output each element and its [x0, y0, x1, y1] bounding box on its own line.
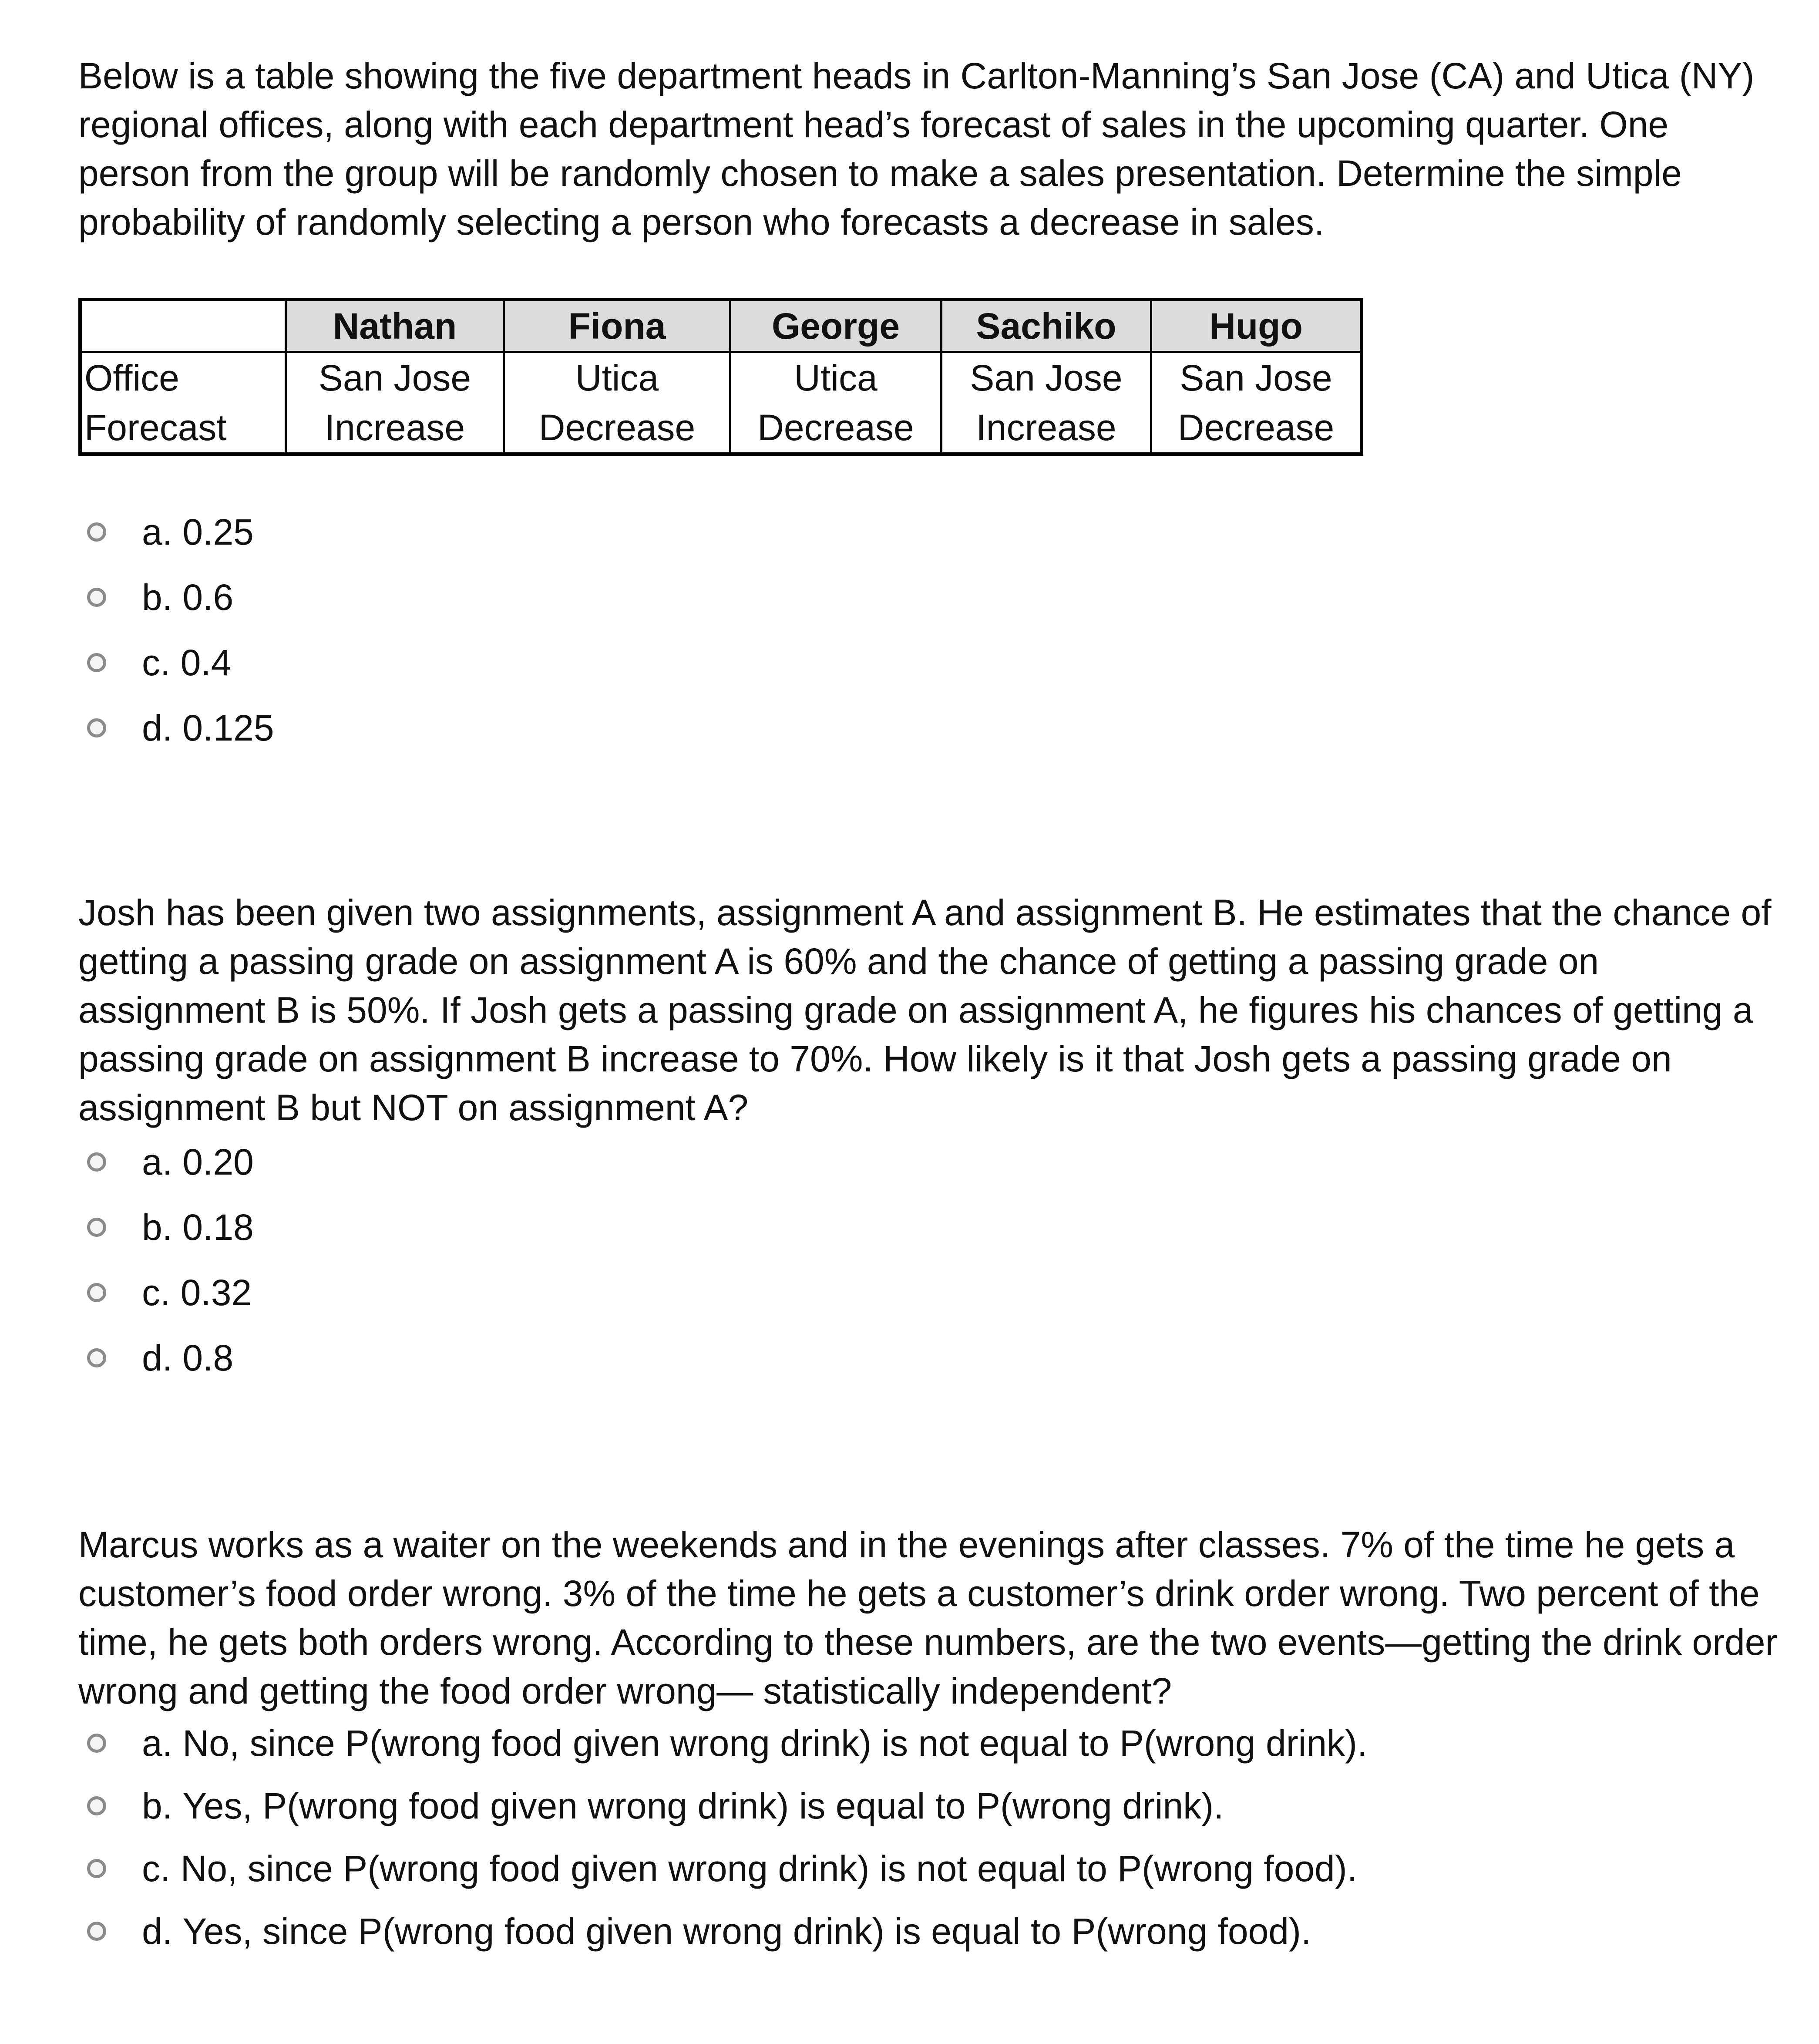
- header-nathan: Nathan: [286, 300, 504, 352]
- option-text: 0.20: [182, 1141, 254, 1182]
- radio-button[interactable]: [87, 1859, 106, 1878]
- option-text: 0.18: [182, 1206, 254, 1248]
- question-2-text: Josh has been given two assignments, assignment A and assignment B. He estimates that the chance of getting a passing grade on assignment A is 60% and the chance of getting a passing grade on assignment B is 50%. If Josh gets a passing grade on assignment A, he figures his chances of getting a passing grade on assignment B increase to 70%. How likely is it that Josh gets a passing grade on assignment B but NOT on assignment A?: [78, 892, 1772, 1128]
- header-hugo: Hugo: [1151, 300, 1362, 352]
- answer-option[interactable]: [78, 1195, 1785, 1260]
- radio-button[interactable]: [87, 1348, 106, 1367]
- answer-option[interactable]: [78, 630, 1785, 695]
- radio-button[interactable]: [87, 522, 106, 542]
- option-text: 0.32: [180, 1272, 252, 1313]
- answer-option[interactable]: [78, 695, 1785, 761]
- table-row-office: [80, 352, 1362, 403]
- table-cell: San Jose: [1151, 352, 1362, 403]
- table-cell: Decrease: [1151, 403, 1362, 454]
- option-letter: d.: [142, 1910, 173, 1952]
- option-text: No, since P(wrong food given wrong drink) is not equal to P(wrong drink).: [182, 1722, 1368, 1764]
- answer-option[interactable]: [78, 1775, 1785, 1837]
- radio-button[interactable]: [87, 1283, 106, 1302]
- question-3: [78, 1520, 1785, 1963]
- forecast-table: [78, 298, 1363, 456]
- question-1-text: Below is a table showing the five department heads in Carlton-Manning’s San Jose (CA) and Utica (NY) regional offices, along with each department head’s forecast of sales in the upcoming quarter. One person from the group will be randomly chosen to make a sales presentation. Determine the simple probability of randomly selecting a person who forecasts a decrease in sales.: [78, 55, 1755, 242]
- question-3-options: [78, 1712, 1785, 1963]
- radio-button[interactable]: [87, 1922, 106, 1941]
- table-cell: San Jose: [941, 352, 1151, 403]
- row-label-office: Office: [80, 352, 286, 403]
- answer-option[interactable]: [78, 499, 1785, 565]
- option-letter: d.: [142, 707, 173, 748]
- table-row-forecast: [80, 403, 1362, 454]
- answer-option[interactable]: [78, 1325, 1785, 1391]
- table-cell: Decrease: [504, 403, 730, 454]
- forecast-table-wrap: [78, 298, 1785, 456]
- radio-button[interactable]: [87, 1218, 106, 1237]
- answer-option[interactable]: [78, 1712, 1785, 1775]
- table-cell: Increase: [941, 403, 1151, 454]
- option-text: 0.125: [182, 707, 274, 748]
- option-text: 0.8: [182, 1337, 234, 1378]
- question-2-options: [78, 1129, 1785, 1391]
- option-letter: c.: [142, 642, 171, 683]
- option-text: Yes, since P(wrong food given wrong drink) is equal to P(wrong food).: [182, 1910, 1311, 1952]
- answer-option[interactable]: [78, 1129, 1785, 1195]
- option-text: 0.4: [180, 642, 232, 683]
- radio-button[interactable]: [87, 1796, 106, 1815]
- question-3-text: Marcus works as a waiter on the weekends and in the evenings after classes. 7% of the time he gets a customer’s food order wrong. 3% of the time he gets a customer’s drink order wrong. Two percent of the time, he gets both orders wrong. According to these numbers, are the two events—getting the drink order wrong and getting the food order wrong— statistically independent?: [78, 1524, 1778, 1711]
- option-letter: a.: [142, 1141, 173, 1182]
- option-text: 0.6: [182, 576, 234, 618]
- row-label-forecast: Forecast: [80, 403, 286, 454]
- radio-button[interactable]: [87, 653, 106, 672]
- table-cell: Utica: [730, 352, 941, 403]
- option-letter: b.: [142, 1206, 173, 1248]
- option-text: 0.25: [182, 511, 254, 552]
- table-cell: Utica: [504, 352, 730, 403]
- table-header-row: [80, 300, 1362, 352]
- option-text: Yes, P(wrong food given wrong drink) is equal to P(wrong drink).: [182, 1785, 1224, 1826]
- question-1-options: [78, 499, 1785, 761]
- option-letter: d.: [142, 1337, 173, 1378]
- table-cell: Increase: [286, 403, 504, 454]
- header-sachiko: Sachiko: [941, 300, 1151, 352]
- header-fiona: Fiona: [504, 300, 730, 352]
- option-letter: c.: [142, 1272, 171, 1313]
- answer-option[interactable]: [78, 565, 1785, 630]
- option-text: No, since P(wrong food given wrong drink) is not equal to P(wrong food).: [180, 1848, 1358, 1889]
- question-1: [78, 51, 1785, 761]
- option-letter: b.: [142, 1785, 173, 1826]
- question-2: [78, 888, 1785, 1391]
- radio-button[interactable]: [87, 1152, 106, 1172]
- radio-button[interactable]: [87, 1734, 106, 1753]
- answer-option[interactable]: [78, 1260, 1785, 1325]
- answer-option[interactable]: [78, 1900, 1785, 1963]
- table-corner-cell: [80, 300, 286, 352]
- table-cell: San Jose: [286, 352, 504, 403]
- answer-option[interactable]: [78, 1837, 1785, 1900]
- header-george: George: [730, 300, 941, 352]
- radio-button[interactable]: [87, 588, 106, 607]
- option-letter: a.: [142, 511, 173, 552]
- option-letter: c.: [142, 1848, 171, 1889]
- table-cell: Decrease: [730, 403, 941, 454]
- option-letter: a.: [142, 1722, 173, 1764]
- radio-button[interactable]: [87, 718, 106, 737]
- option-letter: b.: [142, 576, 173, 618]
